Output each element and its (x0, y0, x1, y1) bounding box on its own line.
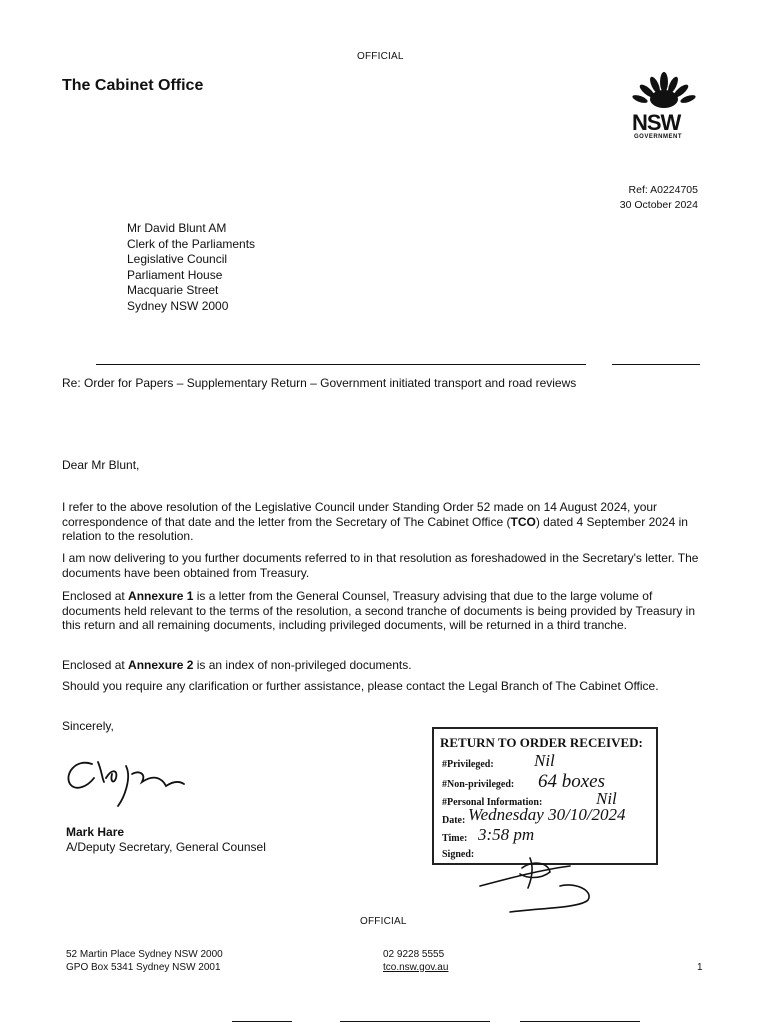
reference-number: Ref: A0224705 (628, 184, 698, 196)
waratah-icon (631, 72, 697, 112)
subject-rule (96, 364, 586, 365)
recipient-line: Parliament House (127, 267, 223, 282)
reference-block (620, 183, 698, 213)
letter-date: 30 October 2024 (619, 199, 698, 211)
salutation: Dear Mr Blunt, (62, 458, 140, 472)
subject-rule-short (612, 364, 700, 365)
paragraph-text: Enclosed at (62, 658, 129, 672)
page-number: 1 (697, 962, 703, 973)
footer-address (66, 949, 223, 974)
paragraph-5: Should you require any clarification or further assistance, please contact the Legal Branch of The Cabinet Office. (62, 679, 659, 693)
recipient-line: Sydney NSW 2000 (127, 298, 229, 313)
paragraph-text: is a letter from the General Counsel, Treasury advising that due to the large volume of documents held relevant to the terms of the resolution, a second tranche of documents is being provided by Treasury in this return and all remaining documents, including privileged documents, will be returned in a third tranche. (62, 589, 696, 632)
paragraph-text: is an index of non-privileged documents. (193, 658, 412, 672)
stamp-signature-image (470, 838, 660, 918)
stamp-title: RETURN TO ORDER RECEIVED: (440, 735, 643, 750)
subject-line: Re: Order for Papers – Supplementary Return – Government initiated transport and road reviews (62, 376, 577, 390)
stamp-privileged-label: #Privileged: (442, 759, 494, 770)
scan-edge-line (232, 1021, 292, 1022)
org-name: The Cabinet Office (62, 77, 204, 94)
scan-edge-line (340, 1021, 490, 1022)
footer-phone: 02 9228 5555 (383, 949, 445, 960)
signer-title: A/Deputy Secretary, General Counsel (66, 840, 266, 854)
annexure-reference: Annexure 1 (128, 589, 194, 603)
paragraph-4 (62, 658, 702, 673)
abbreviation: TCO (510, 514, 536, 529)
classification-header: OFFICIAL (357, 51, 404, 62)
footer-url-link[interactable]: tco.nsw.gov.au (383, 961, 449, 973)
footer-address-line: GPO Box 5341 Sydney NSW 2001 (66, 961, 221, 973)
footer-contact (383, 949, 448, 974)
recipient-address (127, 221, 255, 314)
stamp-non-privileged-label: #Non-privileged: (442, 779, 515, 790)
stamp-signed-label: Signed: (442, 849, 475, 860)
scan-edge-line (520, 1021, 640, 1022)
recipient-line: Macquarie Street (127, 283, 219, 297)
paragraph-text: Enclosed at (62, 589, 129, 603)
footer-address-line: 52 Martin Place Sydney NSW 2000 (66, 949, 223, 960)
stamp-time-value: 3:58 pm (478, 825, 535, 844)
paragraph-1 (62, 500, 702, 544)
stamp-non-privileged-value: 64 boxes (538, 771, 606, 792)
stamp-date-value: Wednesday 30/10/2024 (468, 805, 626, 824)
paragraph-3 (62, 589, 702, 633)
stamp-date-label: Date: (442, 815, 466, 826)
paragraph-2: I am now delivering to you further documents referred to in that resolution as foreshadowed in the Secretary's letter. The documents have been obtained from Treasury. (62, 551, 699, 580)
recipient-line: Clerk of the Parliaments (127, 236, 256, 251)
signature-image (62, 748, 212, 818)
stamp-personal-value: Nil (596, 789, 617, 808)
logo-subtext: GOVERNMENT (634, 134, 683, 140)
classification-footer: OFFICIAL (360, 916, 407, 927)
stamp-time-label: Time: (442, 833, 468, 844)
recipient-line: Mr David Blunt AM (127, 221, 227, 235)
paragraph-text: I refer to the above resolution of the Legislative Council under Standing Order 52 made on 14 August 2024, your correspondence of that date and the letter from the Secretary of The Cabinet Office ( (62, 500, 658, 529)
signer-name: Mark Hare (66, 825, 125, 839)
closing: Sincerely, (62, 719, 114, 733)
annexure-reference: Annexure 2 (128, 658, 194, 672)
stamp-personal-label: #Personal Information: (442, 797, 543, 808)
recipient-line: Legislative Council (127, 252, 228, 266)
paragraph-text: ) dated 4 September 2024 in relation to the resolution. (62, 514, 688, 543)
stamp-privileged-value: Nil (534, 751, 555, 770)
logo-wordmark: NSW (632, 110, 681, 135)
